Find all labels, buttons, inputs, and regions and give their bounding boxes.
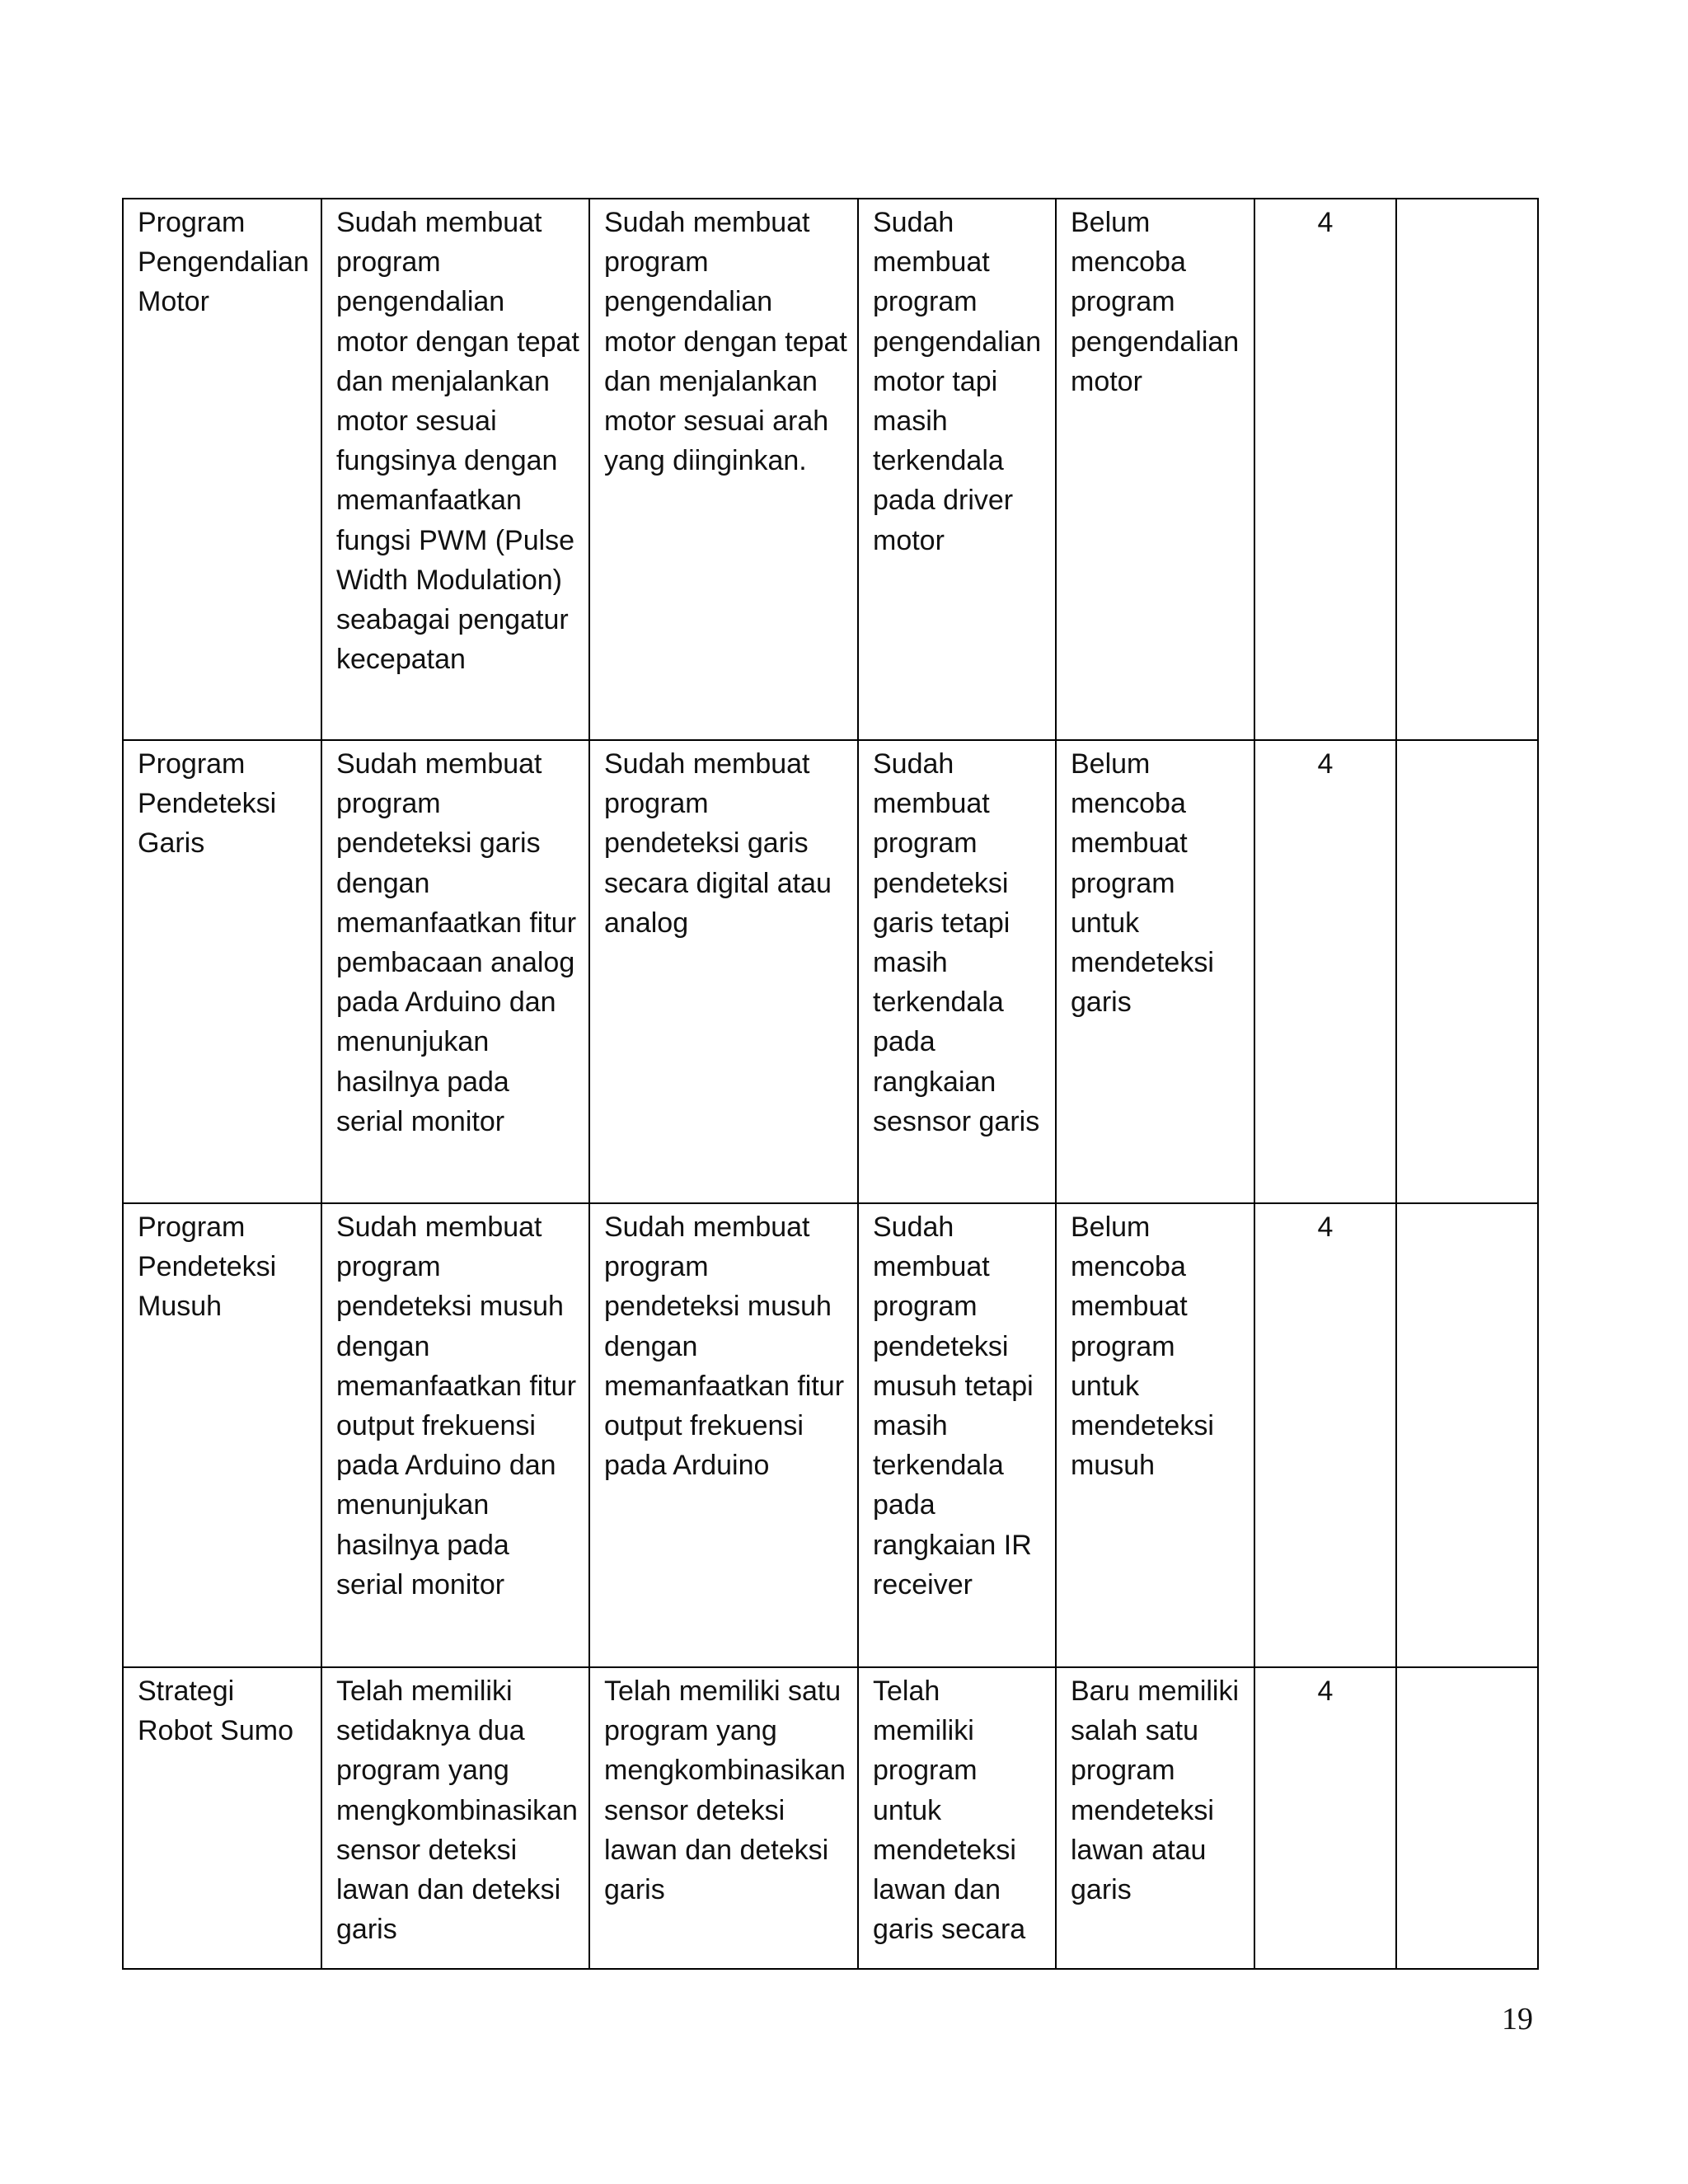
level-3-description: Sudah membuat program pendeteksi garis tetapi masih terkendala pada rangkaian sesnsor garis: [858, 740, 1056, 1203]
level-4-description: Belum mencoba membuat program untuk mendeteksi musuh: [1056, 1203, 1254, 1667]
level-3-description: Sudah membuat program pendeteksi musuh tetapi masih terkendala pada rangkaian IR receiver: [858, 1203, 1056, 1667]
level-1-description: Telah memiliki setidaknya dua program yang mengkombinasikan sensor deteksi lawan dan deteksi garis: [321, 1667, 589, 1969]
level-4-description: Baru memiliki salah satu program mendeteksi lawan atau garis: [1056, 1667, 1254, 1969]
level-4-description: Belum mencoba membuat program untuk mendeteksi garis: [1056, 740, 1254, 1203]
level-2-description: Telah memiliki satu program yang mengkombinasikan sensor deteksi lawan dan deteksi garis: [589, 1667, 858, 1969]
assessment-rubric-table: [122, 198, 1539, 1970]
notes-cell: [1396, 1667, 1538, 1969]
score-cell: 4: [1254, 1203, 1396, 1667]
level-4-description: Belum mencoba program pengendalian motor: [1056, 199, 1254, 740]
table-row: [123, 1203, 1538, 1667]
notes-cell: [1396, 1203, 1538, 1667]
level-2-description: Sudah membuat program pendeteksi musuh dengan memanfaatkan fitur output frekuensi pada Arduino: [589, 1203, 858, 1667]
level-1-description: Sudah membuat program pengendalian motor dengan tepat dan menjalankan motor sesuai fungsinya dengan memanfaatkan fungsi PWM (Pulse Width Modulation) seabagai pengatur kecepatan: [321, 199, 589, 740]
level-2-description: Sudah membuat program pendeteksi garis secara digital atau analog: [589, 740, 858, 1203]
score-cell: 4: [1254, 740, 1396, 1203]
notes-cell: [1396, 740, 1538, 1203]
level-1-description: Sudah membuat program pendeteksi garis dengan memanfaatkan fitur pembacaan analog pada Arduino dan menunjukan hasilnya pada serial monitor: [321, 740, 589, 1203]
criterion-cell: Strategi Robot Sumo: [123, 1667, 321, 1969]
score-cell: 4: [1254, 199, 1396, 740]
level-2-description: Sudah membuat program pengendalian motor dengan tepat dan menjalankan motor sesuai arah yang diinginkan.: [589, 199, 858, 740]
level-3-description: Sudah membuat program pengendalian motor tapi masih terkendala pada driver motor: [858, 199, 1056, 740]
table-row: [123, 199, 1538, 740]
table-row: [123, 740, 1538, 1203]
page-number: 19: [1502, 2002, 1533, 2036]
criterion-cell: Program Pendeteksi Musuh: [123, 1203, 321, 1667]
notes-cell: [1396, 199, 1538, 740]
score-cell: 4: [1254, 1667, 1396, 1969]
table-row: [123, 1667, 1538, 1969]
criterion-cell: Program Pengendalian Motor: [123, 199, 321, 740]
criterion-cell: Program Pendeteksi Garis: [123, 740, 321, 1203]
level-1-description: Sudah membuat program pendeteksi musuh dengan memanfaatkan fitur output frekuensi pada Arduino dan menunjukan hasilnya pada serial monitor: [321, 1203, 589, 1667]
level-3-description: Telah memiliki program untuk mendeteksi lawan dan garis secara: [858, 1667, 1056, 1969]
